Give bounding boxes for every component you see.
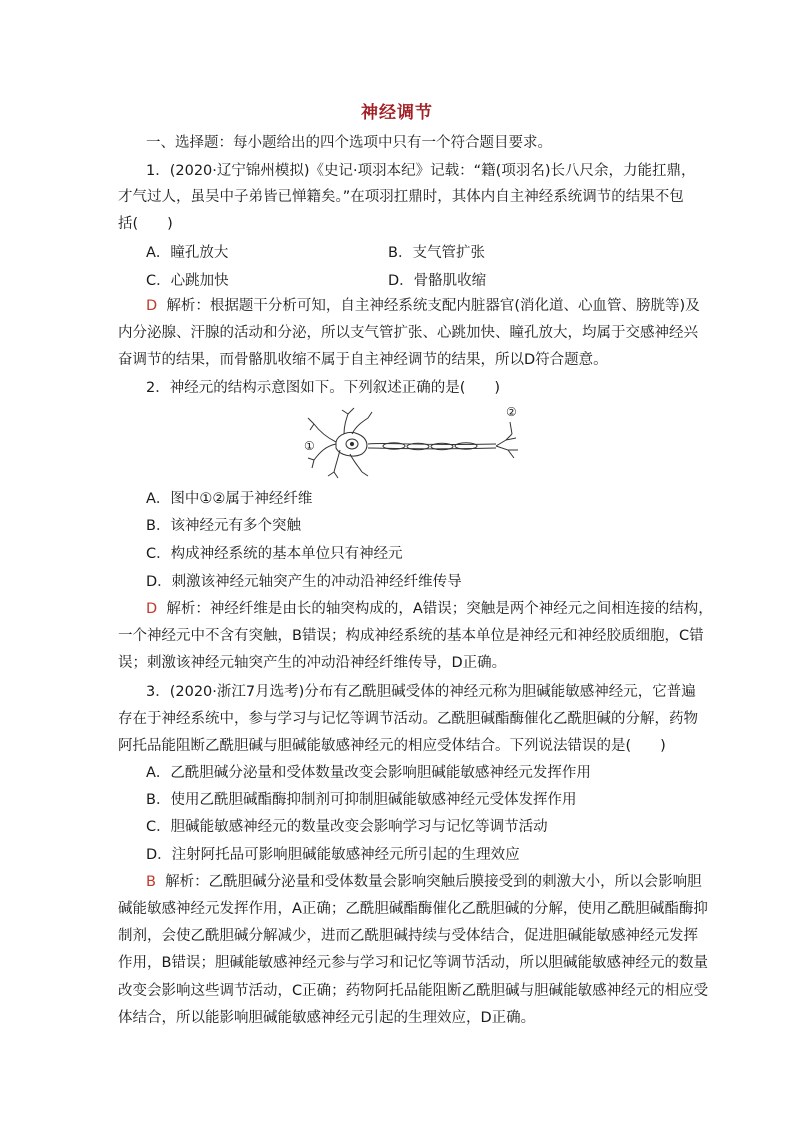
- q3-analysis-line4: 作用，B错误；胆碱能敏感神经元参与学习和记忆等调节活动，所以胆碱能敏感神经元的数量: [118, 955, 708, 971]
- q2-option-c: C．构成神经系统的基本单位只有神经元: [146, 546, 403, 562]
- q2-answer: D: [146, 601, 158, 617]
- q3-stem-line1: 3．(2020·浙江7月选考)分布有乙酰胆碱受体的神经元称为胆碱能敏感神经元，它普遍: [146, 684, 696, 700]
- q3-analysis-line5: 改变会影响这些调节活动，C正确；药物阿托品能阻断乙酰胆碱与胆碱能敏感神经元的相应受: [118, 983, 709, 999]
- q1-analysis-line2: 内分泌腺、汗腺的活动和分泌，所以支气管扩张、心跳加快、瞳孔放大，均属于交感神经兴: [118, 325, 698, 341]
- q1-answer: D: [146, 298, 158, 314]
- figure-label-2: ②: [506, 405, 517, 419]
- q3-option-a: A．乙酰胆碱分泌量和受体数量改变会影响胆碱能敏感神经元发挥作用: [146, 765, 591, 781]
- q2-option-a: A．图中①②属于神经纤维: [146, 491, 313, 507]
- q1-option-c: C．心跳加快: [146, 273, 229, 289]
- q3-analysis-line6: 体结合，所以能影响胆碱能敏感神经元引起的生理效应，D正确。: [118, 1010, 536, 1026]
- page-title: 神经调节: [361, 103, 433, 123]
- q2-stem: 2．神经元的结构示意图如下。下列叙述正确的是( ): [146, 380, 501, 396]
- q3-stem-line2: 存在于神经系统中，参与学习与记忆等调节活动。乙酰胆碱酯酶催化乙酰胆碱的分解，药物: [118, 711, 698, 727]
- q1-analysis-line3: 奋调节的结果，而骨骼肌收缩不属于自主神经调节的结果，所以D符合题意。: [118, 352, 608, 368]
- q3-option-c: C．胆碱能敏感神经元的数量改变会影响学习与记忆等调节活动: [146, 819, 548, 835]
- figure-label-1: ①: [304, 439, 315, 453]
- q1-option-a: A．瞳孔放大: [146, 245, 229, 261]
- q3-analysis-line2: 碱能敏感神经元发挥作用，A正确；乙酰胆碱酯酶催化乙酰胆碱的分解，使用乙酰胆碱酯酶抑: [118, 901, 708, 917]
- q1-stem-line1: 1．(2020·辽宁锦州模拟)《史记·项羽本纪》记载：“籍(项羽名)长八尺余，力能扛鼎，: [146, 163, 696, 179]
- q2-analysis-line3: 误；刺激该神经元轴突产生的冲动沿神经纤维传导，D正确。: [118, 655, 507, 671]
- q2-analysis-line1: D 解析：神经纤维是由长的轴突构成的，A错误；突触是两个神经元之间相连接的结构，: [146, 601, 713, 617]
- q1-option-d: D．骨骼肌收缩: [388, 273, 487, 289]
- q3-option-b: B．使用乙酰胆碱酯酶抑制剂可抑制胆碱能敏感神经元受体发挥作用: [146, 792, 577, 808]
- q3-stem-line3: 阿托品能阻断乙酰胆碱与胆碱能敏感神经元的相应受体结合。下列说法错误的是( ): [118, 738, 666, 754]
- q1-option-b: B．支气管扩张: [388, 245, 485, 261]
- q2-option-b: B．该神经元有多个突触: [146, 518, 301, 534]
- q3-answer: B: [146, 874, 156, 890]
- q3-analysis-line1: B 解析：乙酰胆碱分泌量和受体数量会影响突触后膜接受到的刺激大小，所以会影响胆: [146, 874, 702, 890]
- q2-option-d: D．刺激该神经元轴突产生的冲动沿神经纤维传导: [146, 574, 462, 590]
- q1-analysis-line1: D 解析：根据题干分析可知，自主神经系统支配内脏器官(消化道、心血管、膀胱等)及: [146, 298, 700, 314]
- q3-option-d: D．注射阿托品可影响胆碱能敏感神经元所引起的生理效应: [146, 847, 520, 863]
- neuron-diagram: [296, 400, 528, 482]
- q1-stem-line2: 才气过人，虽吴中子弟皆已惮籍矣。”在项羽扛鼎时，其体内自主神经系统调节的结果不包: [118, 189, 684, 205]
- q1-stem-line3: 括( ): [118, 216, 173, 232]
- section-heading: 一、选择题：每小题给出的四个选项中只有一个符合题目要求。: [146, 135, 552, 151]
- q3-analysis-line3: 制剂，会使乙酰胆碱分解减少，进而乙酰胆碱持续与受体结合，促进胆碱能敏感神经元发挥: [118, 928, 698, 944]
- q2-analysis-line2: 一个神经元中不含有突触，B错误；构成神经系统的基本单位是神经元和神经胶质细胞，C错: [118, 628, 704, 644]
